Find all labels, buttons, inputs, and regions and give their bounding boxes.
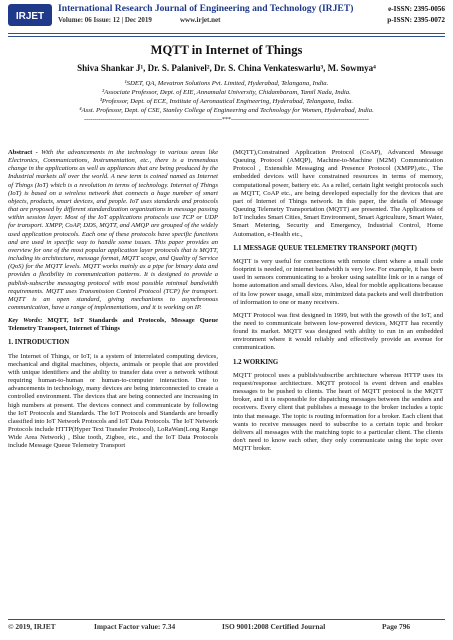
irjet-logo bbox=[8, 4, 52, 26]
right-para-2: MQTT is very useful for connections with remote client where a small code footprint is needed, or internet bandwidth is very low. For example, it has been used in sensors communicating to a broker using satellite link or in a range of home automation and small devices. Also, ideal for mobile applications because of its low power usage, small size, minimized data packets and well distribution of information to one or many receivers. bbox=[233, 257, 443, 306]
section-working-heading: 1.2 WORKING bbox=[233, 358, 279, 366]
separator-line: ---------------------------------------------------------------------***--------------------------------------------------------------------- bbox=[84, 117, 369, 123]
journal-name: International Research Journal of Engineering and Technology (IRJET) bbox=[58, 3, 354, 14]
journal-header bbox=[0, 0, 453, 34]
affiliation-4: ⁴Asst. Professor, Dept. of CSE, Stanley College of Engineering and Technology for Women, Hyderabad, India. bbox=[79, 107, 374, 114]
journal-website[interactable]: www.irjet.net bbox=[180, 16, 221, 24]
right-para-3: MQTT Protocol was first designed in 1999, but with the growth of the IoT, and the need to communicate between low-powered devices, MQTT has recently found its market. MQTT was designed with ability to run in an embedded environment where it would reliably and effectively provide an avenue for communication. bbox=[233, 311, 443, 352]
left-column bbox=[8, 149, 218, 455]
header-rule-2 bbox=[8, 36, 445, 37]
abstract-text: With the advancements in the technology in various areas like Electronics, Communications, Instrumentation, etc., there is a tremendous change in the applications as well as appliances that are being produced by the Industrial markets all over the world. A new term is coined named as Internet of Things (IoT) which is a revolution in terms of technology. Internet of Things (IoT) is based on a wireless network that connects a huge number of smart objects, products, smart devices, and people. IoT uses standards and protocols that are proposed by different standardization organizations in message passing within session layer. Most of the IoT applications protocols use TCP or UDP for transport. XMPP, CoAP, DDS, MQTT, and AMQP are grouped of the widely used application protocols. Each one of these protocols have specific functions and are used in specific way to handle some issues. This paper provides an overview for one of the most popular application layer protocols that is MQTT, including its architecture, message format, MQTT scope, and Quality of Service (QoS) for the MQTT levels. MQTT works mainly as a pipe for binary data and provides a flexibility in communication patterns. It is designed to provide a publish-subscribe messaging protocol with most possible minimal bandwidth requirements. MQTT uses Transmission Control Protocol (TCP) for transport. MQTT is an open standard, giving mechanisms to asynchronous communication, have a range of implementations, and it is working on IP. bbox=[8, 149, 218, 311]
introduction-text: The Internet of Things, or IoT, is a system of interrelated computing devices, mechanical and digital machines, objects, animals or people that are provided with unique identifiers and the ability to transfer data over a network without requiring human-to-human or human-to-computer interaction. Due to advancements in technology, many devices are being interconnected to create a controlled environment. The devices that are being connected are increasing in high numbers at present. The devices connect and communicate by following the IoT Protocols and Standards. The IoT Protocols and Standards are broadly classified into IoT Network Protocols and IoT Data Protocols. The IoT Network Protocols include HTTP(Hyper Text Transfer Protocol), LoRaWan(Long Range Wide Area Network) , Blue tooth, Zigbee, etc., and the IoT Data Protocols include Message Queue Telemetry Transport bbox=[8, 352, 218, 450]
pissn: p-ISSN: 2395-0072 bbox=[387, 16, 445, 24]
footer-copyright: © 2019, IRJET bbox=[8, 622, 56, 631]
keywords-label: Key Words bbox=[8, 317, 41, 325]
keywords-text: : MQTT, IoT Standards and Protocols, Message Queue Telemetry Transport, Internet of Things bbox=[8, 317, 218, 333]
paper-authors: Shiva Shankar J¹, Dr. S. Palanivel², Dr. S. China Venkateswarlu³, M. Sowmya⁴ bbox=[77, 63, 376, 73]
eissn: e-ISSN: 2395-0056 bbox=[388, 5, 445, 13]
header-rule bbox=[8, 33, 445, 34]
abstract-label: Abstract - bbox=[8, 149, 38, 156]
abstract bbox=[8, 149, 218, 312]
right-para-4: MQTT protocol uses a publish/subscribe architecture whereas HTTP uses its request/response architecture. MQTT protocol is event driven and enables messages to be pushed to clients. The heart of MQTT protocol is the MQTT broker, and it is responsible for dispatching messages between the senders and receivers. Every client that publishes a message to the broker includes a topic into that message. The topic is routing information for a broker. Each client that wants to receive messages need to subscribe to a certain topic and broker delivers all messages with the matching topic to a particular client. The clients don't need to know each other, they only communicate using the topic over MQTT broker. bbox=[233, 371, 443, 453]
section-mqtt-heading: 1.1 MESSAGE QUEUE TELEMETRY TRANSPORT (MQTT) bbox=[233, 244, 417, 252]
paper-title: MQTT in Internet of Things bbox=[150, 43, 303, 57]
affiliation-2: ²Associate Professor, Dept. of EIE, Annamalai University, Chidambaram, Tamil Nadu, India. bbox=[102, 89, 351, 96]
footer-impact: Impact Factor value: 7.34 bbox=[94, 622, 176, 631]
right-para-1: (MQTT),Constrained Application Protocol (CoAP), Advanced Message Queuing Protocol (AMQP), Machine-to-Machine (M2M) Communication Protocol , Extensible Messaging and Presence Protocol (XMPP),etc., The embedded devices will have constrained resources in terms of memory, computational power, battery etc. As a relief, certain light weight protocols such as MQTT, CoAP etc., are being developed especially for the devices that are part of Internet of Things network. In this paper, the details of Message Queuing Telemetry Transportation (MQTT) are presented. The Applications of IoT includes Smart Cities, Smart Environment, Smart Agriculture, Smart Water, Smart Metering, Security and Emergency, Industrial Control, Home Automation, e-Health etc., bbox=[233, 149, 443, 238]
section-introduction-heading: 1. INTRODUCTION bbox=[8, 339, 70, 347]
volume-issue bbox=[58, 16, 221, 24]
volume-issue-text: Volume: 06 Issue: 12 | Dec 2019 bbox=[58, 16, 152, 24]
affiliation-3: ³Professor, Dept. of ECE, Institute of Aeronautical Engineering, Hyderabad, Telangana, India. bbox=[99, 98, 354, 105]
right-column bbox=[233, 149, 443, 458]
keywords bbox=[8, 317, 218, 333]
footer-page: Page 796 bbox=[382, 622, 411, 631]
footer-iso: ISO 9001:2008 Certified Journal bbox=[222, 622, 326, 631]
affiliation-1: ¹SDET, QA, Mevatron Solutions Pvt. Limited, Hyderabad, Telangana, India. bbox=[124, 80, 329, 87]
page-footer bbox=[0, 620, 453, 634]
svg-text:IRJET: IRJET bbox=[15, 11, 45, 22]
